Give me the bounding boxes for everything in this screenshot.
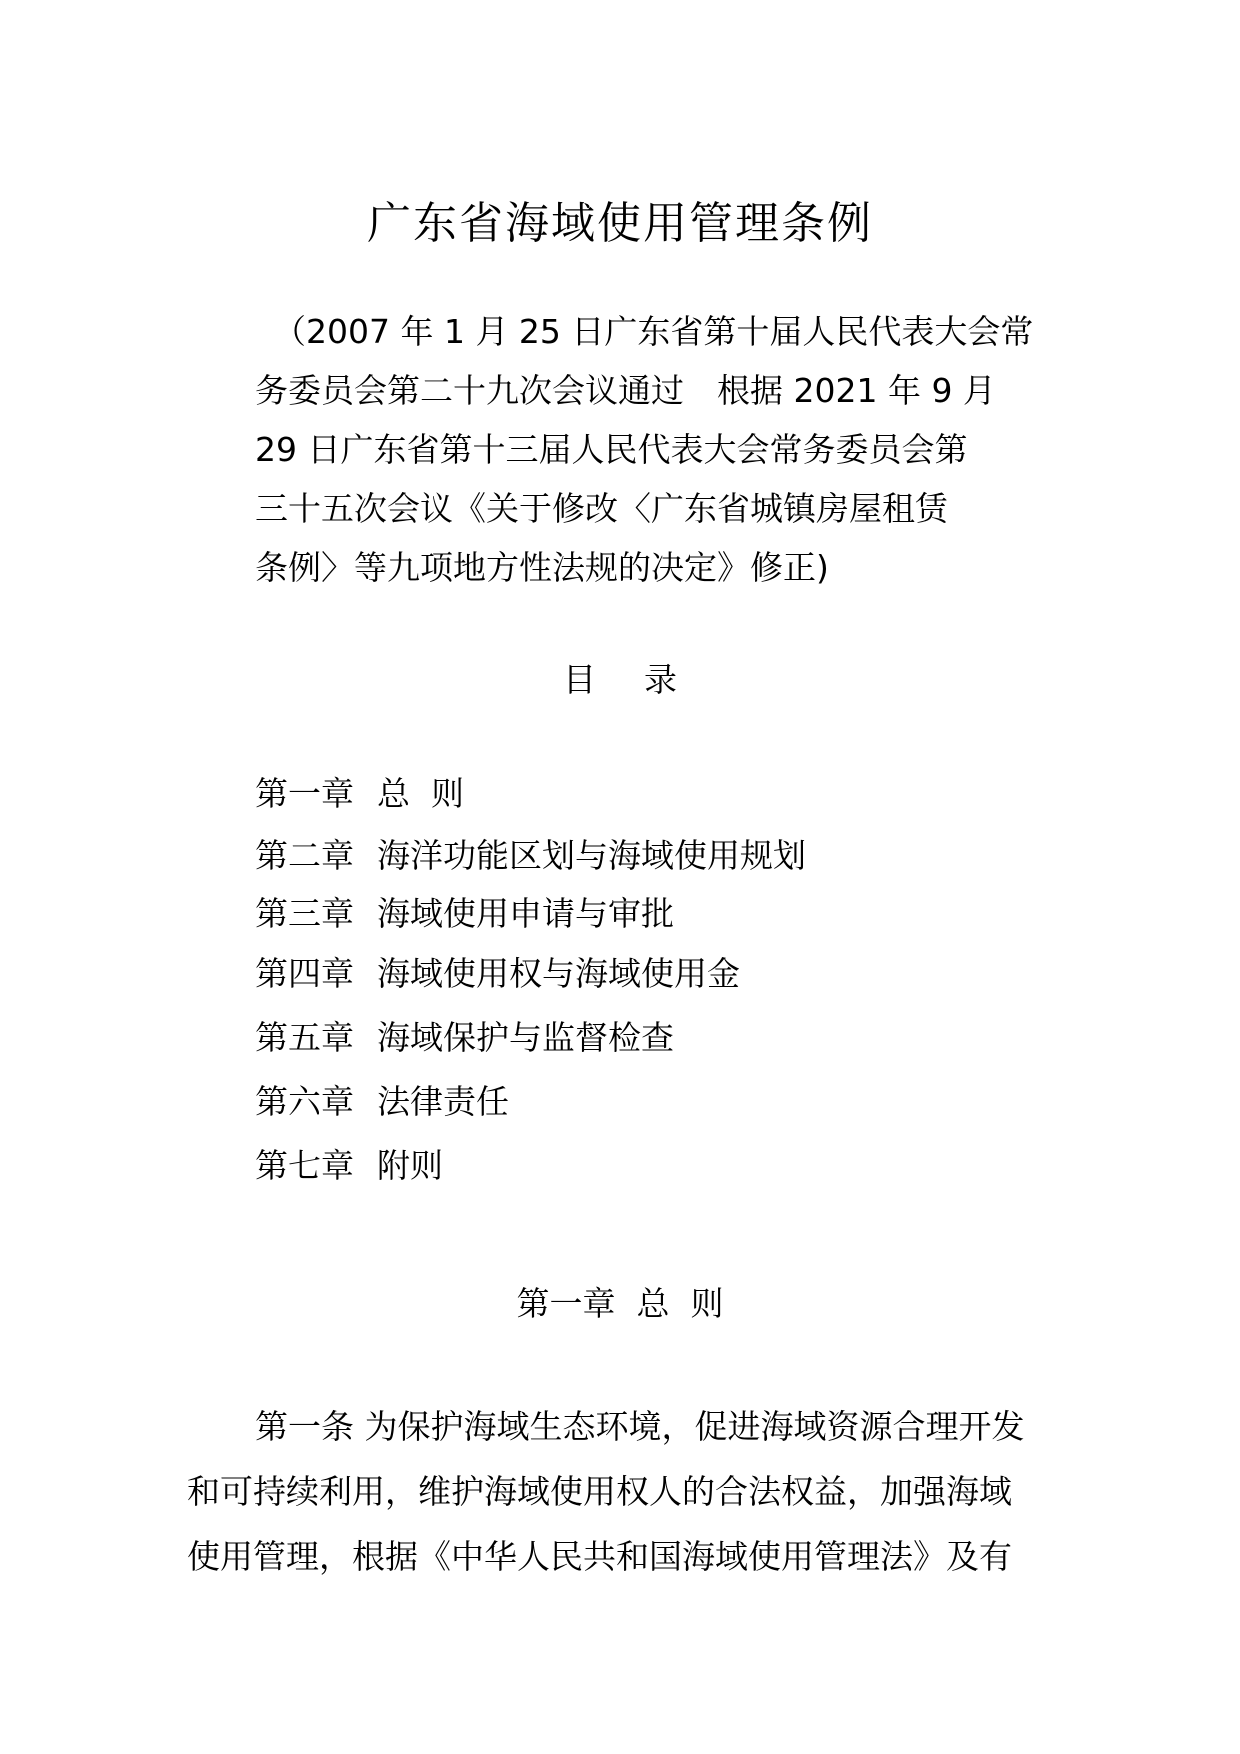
toc-item xyxy=(255,768,464,815)
toc-item-label: 海洋功能区划与海域使用规划 xyxy=(377,836,806,875)
toc-title-char: 录 xyxy=(644,660,677,699)
toc-item xyxy=(255,830,806,877)
toc-item-number: 第五章 xyxy=(255,1018,354,1057)
preamble-line: （2007 年 1 月 25 日广东省第十届人民代表大会常 xyxy=(273,312,1034,351)
toc-item-number: 第四章 xyxy=(255,954,354,993)
toc-item xyxy=(255,948,740,995)
toc-item-number: 第六章 xyxy=(255,1082,354,1121)
toc-item-number: 第二章 xyxy=(255,836,354,875)
toc-title xyxy=(0,654,1240,701)
toc-item-label: 总 则 xyxy=(377,774,464,813)
toc-item-label: 海域保护与监督检查 xyxy=(377,1018,674,1057)
article-line: 和可持续利用，维护海域使用权人的合法权益，加强海域 xyxy=(187,1472,1012,1511)
toc-item xyxy=(255,1012,674,1059)
toc-item-label: 法律责任 xyxy=(377,1082,509,1121)
toc-title-char: 目 xyxy=(563,660,596,699)
toc-item-number: 第一章 xyxy=(255,774,354,813)
preamble-line: 三十五次会议《关于修改〈广东省城镇房屋租赁 xyxy=(255,489,948,528)
article-line: 使用管理，根据《中华人民共和国海域使用管理法》及有 xyxy=(187,1537,1012,1576)
toc-item xyxy=(255,1076,509,1123)
chapter-heading: 第一章 总 则 xyxy=(516,1284,724,1323)
toc-item-label: 海域使用申请与审批 xyxy=(377,894,674,933)
toc-item-number: 第三章 xyxy=(255,894,354,933)
preamble-line: 29 日广东省第十三届人民代表大会常务委员会第 xyxy=(255,430,968,469)
toc-item xyxy=(255,888,674,935)
document-title: 广东省海域使用管理条例 xyxy=(367,198,873,250)
toc-item xyxy=(255,1140,443,1187)
article-1 xyxy=(187,1394,1057,1589)
preamble xyxy=(255,302,1034,597)
toc-item-number: 第七章 xyxy=(255,1146,354,1185)
toc-item-label: 海域使用权与海域使用金 xyxy=(377,954,740,993)
preamble-line: 务委员会第二十九次会议通过 根据 2021 年 9 月 xyxy=(255,371,996,410)
toc-item-label: 附则 xyxy=(377,1146,443,1185)
preamble-line: 条例〉等九项地方性法规的决定》修正) xyxy=(255,548,829,587)
article-line: 第一条 为保护海域生态环境，促进海域资源合理开发 xyxy=(255,1407,1025,1446)
